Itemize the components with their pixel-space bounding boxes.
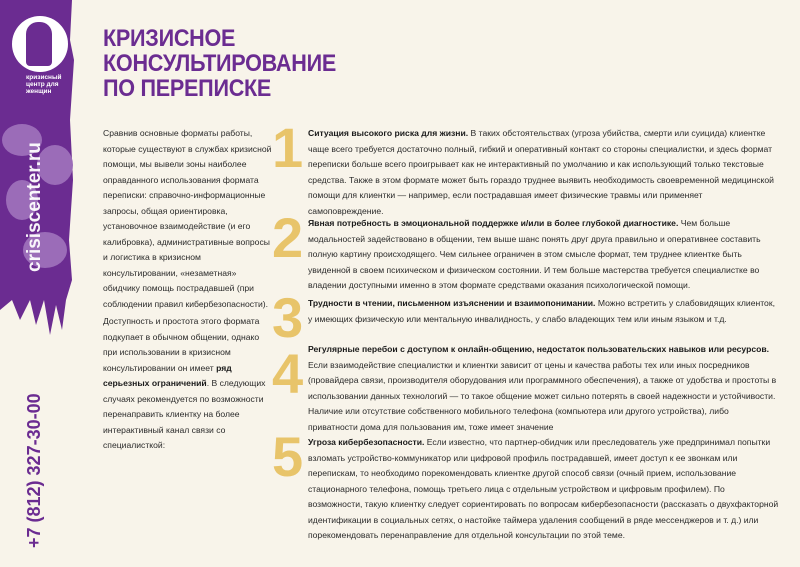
item-heading: Ситуация высокого риска для жизни. bbox=[308, 128, 469, 138]
item-text bbox=[308, 216, 780, 294]
logo-text: кризисный центр для женщин bbox=[26, 74, 62, 95]
item-number: 3 bbox=[272, 286, 304, 349]
text: . В следующих случаях рекомендуется по возможности перенаправить клиентку на более интерактивный канал связи со специалисткой: bbox=[103, 378, 266, 450]
intro-paragraph-limitations bbox=[103, 314, 273, 454]
item-number: 4 bbox=[272, 342, 304, 405]
item-heading: Трудности в чтении, письменном изъяснении и взаимопонимании. bbox=[308, 298, 596, 308]
item-number: 2 bbox=[272, 206, 304, 269]
item-number: 5 bbox=[272, 425, 304, 488]
item-body: Можно встретить у слабовидящих клиенток, у имеющих физическую или ментальную инвалидность, у слабо владеющих тем или иным языком и т.д. bbox=[308, 298, 775, 324]
item-heading: Регулярные перебои с доступом к онлайн-общению, недостаток пользовательских навыков или ресурсов. bbox=[308, 344, 770, 354]
item-body: Чем больше модальностей задействовано в общении, тем выше шанс понять друг друга правильно и оперативнее составить полную картину происходящего. Чем сильнее ограничен в этом смысле формат, тем труднее клиентке быть увиденной в своем психическом и физическом состоянии. И тем больше мастерства требуется специалистке во владении доступными именно в этом формате средствами оказания психологической помощи. bbox=[308, 218, 761, 290]
logo-figure-icon bbox=[26, 22, 52, 66]
text: Доступность и простота этого формата подкупает в обычном общении, однако при использовании в кризисном консультировании он имеет bbox=[103, 316, 260, 373]
title-line: КОНСУЛЬТИРОВАНИЕ bbox=[103, 50, 336, 77]
item-body: Если взаимодействие специалистки и клиентки зависит от цены и качества работы тех или иных посредников (провайдера связи, производителя оборудования или программного обеспечения), а также от удобства и простоты в использовании данных технологий — то такое общение может сильно потерять в своей надежности и устойчивости. Наличие или отсутствие собственного мобильного телефона (компьютера или другого устройства), либо приватности дома для пользования им, тоже имеет значение bbox=[308, 359, 777, 432]
item-heading: Угроза кибербезопасности. bbox=[308, 437, 425, 447]
item-number: 1 bbox=[272, 116, 304, 179]
bold-text: ряд серьезных ограничений bbox=[103, 362, 232, 388]
item-text bbox=[308, 435, 780, 544]
item-body: Если известно, что партнер-обидчик или преследователь уже предпринимал попытки взломать устройство-коммуникатор или цифровой профиль пострадавшей, имеет доступ к ее звонкам или перепискам, то необходимо порекомендовать клиентке другой способ связи (очный прием, использование стационарного телефона, помощь третьего лица с отдельным устройством и цифровым профилем). По возможности, такую клиентку следует сориентировать по вопросам кибербезопасности (рассказать о двухфакторной идентификации в социальных сетях, о настойке таймера удаления сообщений в ряде мессенджеров и т. д.) или порекомендовать перенаправление для отдельной консультации по этой теме. bbox=[308, 437, 779, 540]
item-text bbox=[308, 126, 780, 219]
item-text bbox=[308, 296, 780, 327]
item-text bbox=[308, 342, 780, 435]
intro-paragraph: Сравнив основные форматы работы, которые существуют в службах кризисной помощи, мы вывели зоны наиболее оправданного использования формата переписки: справочно-информационные запросы, общая ориентировка, установочное взаимодействие (и его калибровка), административные вопросы и логистика в кризисном консультировании, «незаметная» обидчику помощь пострадавшей (при соблюдении правил кибербезопасности). bbox=[103, 128, 272, 309]
phone-number[interactable]: +7 (812) 327-30-00 bbox=[24, 393, 44, 548]
item-body: В таких обстоятельствах (угроза убийства, смерти или суицида) клиентке чаще всего требуется достаточно полный, гибкий и оперативный контакт со стороны специалистки, и здесь формат переписки больше всего проигрывает как не интерактивный по умолчанию и как использующий только текстовые средства. Также в этом формате может быть гораздо труднее выявить необходимость своевременной медицинской помощи для клиентки — например, если пострадавшая имеет физические травмы или применяет самоповреждение. bbox=[308, 128, 774, 216]
title-line: ПО ПЕРЕПИСКЕ bbox=[103, 75, 272, 102]
title-line: КРИЗИСНОЕ bbox=[103, 25, 236, 52]
page-title bbox=[103, 26, 336, 101]
website-link[interactable]: crisiscenter.ru bbox=[24, 142, 45, 272]
item-heading: Явная потребность в эмоциональной поддержке и/или в более глубокой диагностике. bbox=[308, 218, 679, 228]
